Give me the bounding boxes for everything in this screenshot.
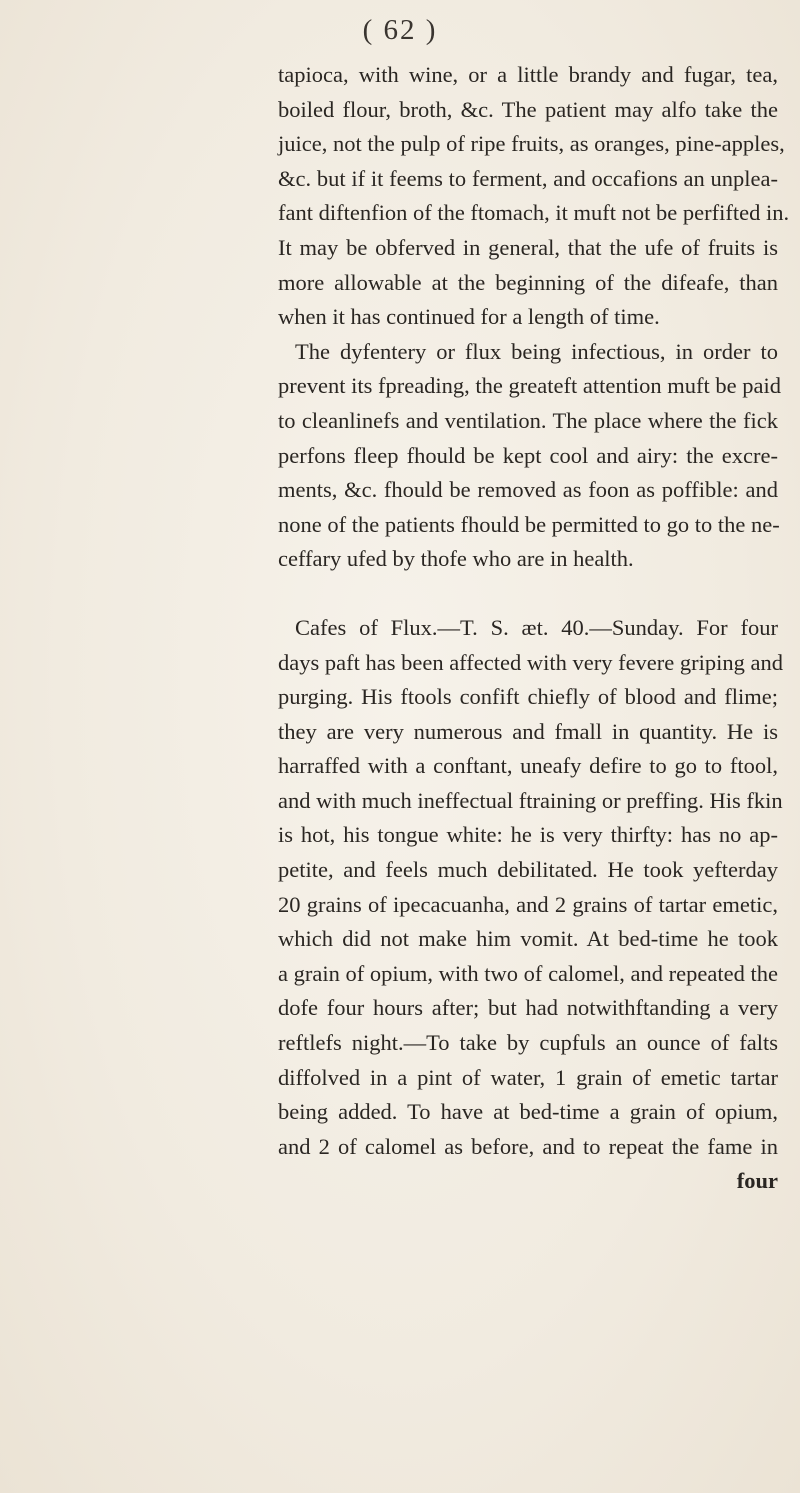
text-line: when it has continued for a length of time. (278, 304, 660, 330)
text-line: is hot, his tongue white: he is very thirfty: has no ap- (278, 822, 778, 848)
text-line: reftlefs night.—To take by cupfuls an ounce of falts (278, 1030, 778, 1056)
catchword: four (736, 1168, 778, 1194)
text-line: none of the patients fhould be permitted to go to the ne- (278, 511, 780, 537)
text-line: they are very numerous and fmall in quantity. He is (278, 718, 778, 744)
text-line: to cleanlinefs and ventilation. The place where the fick (278, 407, 778, 433)
text-line: It may be obferved in general, that the ufe of fruits is (278, 234, 778, 260)
text-line: dofe four hours after; but had notwithftanding a very (278, 995, 778, 1021)
text-line: juice, not the pulp of ripe fruits, as oranges, pine-apples, (278, 131, 785, 157)
text-line: harraffed with a conftant, uneafy defire to go to ftool, (278, 753, 778, 779)
text-line: prevent its fpreading, the greateft attention muft be paid (278, 373, 781, 399)
text-line: &c. but if it feems to ferment, and occafions an unplea- (278, 165, 778, 191)
text-line: being added. To have at bed-time a grain of opium, (278, 1099, 778, 1125)
paragraph-spacer (278, 577, 778, 611)
text-line: a grain of opium, with two of calomel, and repeated the (278, 960, 778, 986)
text-line: and with much ineffectual ftraining or preffing. His fkin (278, 787, 783, 813)
text-line: which did not make him vomit. At bed-time he took (278, 926, 778, 952)
text-line: Cafes of Flux.—T. S. æt. 40.—Sunday. For four (295, 614, 778, 640)
body-text (278, 58, 790, 1199)
paragraph-diet (278, 58, 790, 335)
text-line: diffolved in a pint of water, 1 grain of emetic tartar (278, 1064, 778, 1090)
page-number: ( 62 ) (362, 14, 438, 46)
text-line: ceffary ufed by thofe who are in health. (278, 546, 634, 572)
text-line: fant diftenfion of the ftomach, it muft not be perfifted in. (278, 200, 790, 226)
text-line: more allowable at the beginning of the difeafe, than (278, 269, 778, 295)
text-line: days paft has been affected with very fevere griping and (278, 649, 783, 675)
text-line: petite, and feels much debilitated. He took yefterday (278, 857, 778, 883)
text-line: boiled flour, broth, &c. The patient may alfo take the (278, 96, 778, 122)
text-line: ments, &c. fhould be removed as foon as poffible: and (278, 477, 778, 503)
text-line: perfons fleep fhould be kept cool and airy: the excre- (278, 442, 778, 468)
text-line: The dyfentery or flux being infectious, in order to (295, 338, 778, 364)
paragraph-case-report (278, 611, 783, 1165)
paragraph-contagion (278, 335, 781, 577)
text-line: purging. His ftools confift chiefly of blood and flime; (278, 684, 778, 710)
text-line: tapioca, with wine, or a little brandy and fugar, tea, (278, 62, 778, 87)
text-line: and 2 of calomel as before, and to repeat the fame in (278, 1133, 778, 1159)
text-line: 20 grains of ipecacuanha, and 2 grains of tartar emetic, (278, 891, 778, 917)
